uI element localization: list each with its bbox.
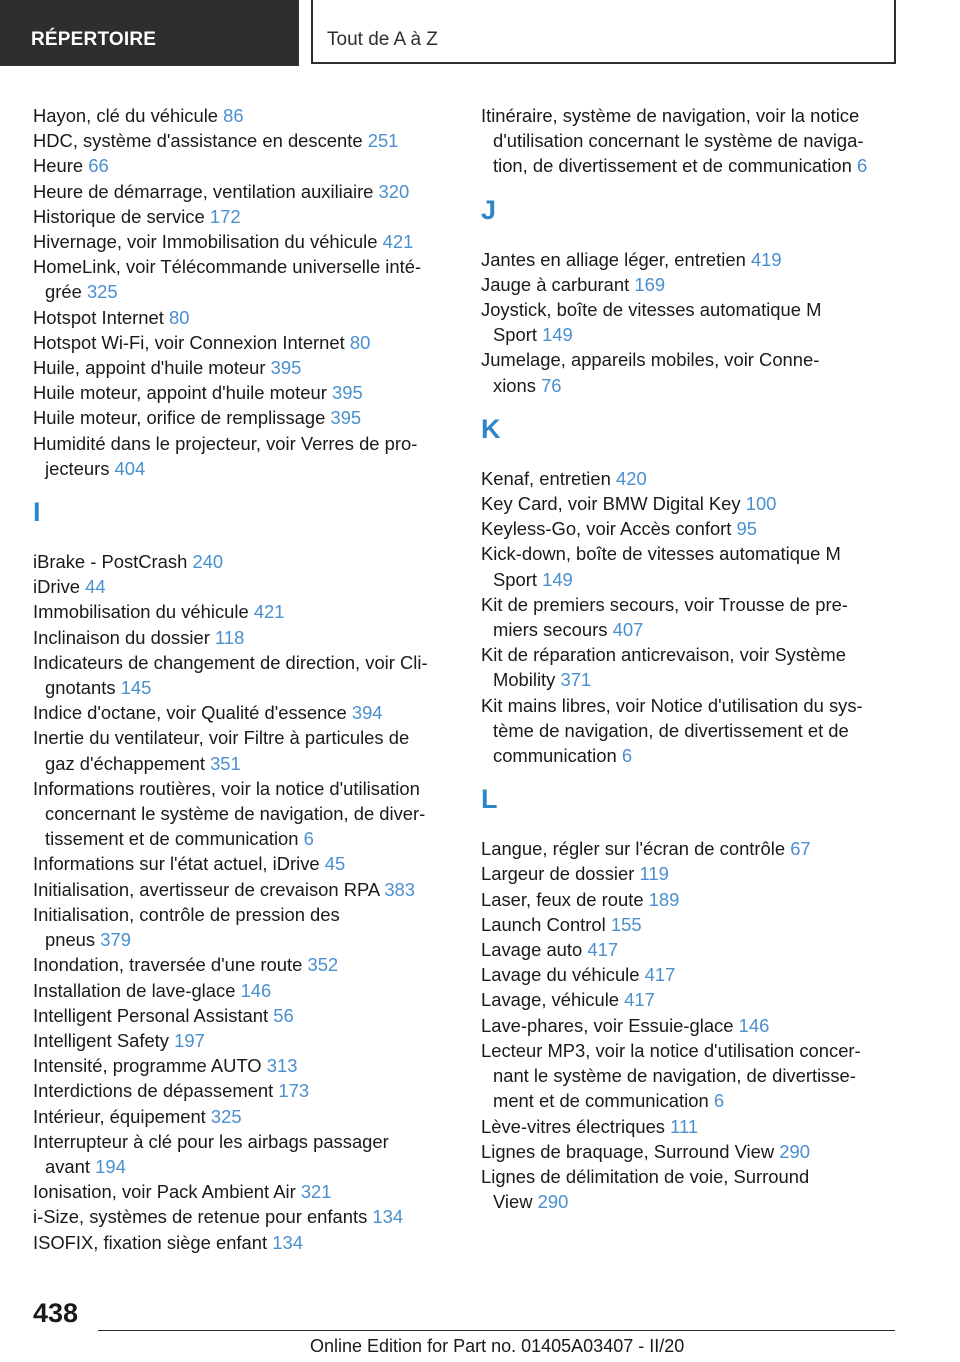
index-entry (481, 516, 901, 541)
page-link[interactable]: 100 (745, 493, 777, 515)
index-entry (33, 128, 453, 153)
entry-text: gnotants (45, 677, 116, 699)
entry-text: Kit mains libres, voir Notice d'utilisation du sys- (481, 694, 863, 716)
entry-text: View (493, 1191, 533, 1213)
section-letter: L (481, 784, 498, 815)
page-link[interactable]: 240 (192, 551, 224, 573)
page-link[interactable]: 325 (86, 281, 118, 303)
entry-text: Sport (493, 568, 537, 590)
entry-text: tissement et de communication (45, 828, 299, 850)
page-number: 438 (33, 1298, 79, 1328)
entry-text: avant (45, 1155, 90, 1177)
page-header (0, 0, 960, 66)
entry-text: Intelligent Personal Assistant (33, 1004, 269, 1026)
entry-text: Keyless-Go, voir Accès confort (481, 518, 732, 540)
index-entry (33, 1179, 453, 1204)
page-link[interactable]: 394 (351, 702, 383, 724)
index-entry (33, 1204, 453, 1229)
entry-text: Lève-vitres électriques (481, 1115, 665, 1137)
index-entry (481, 1038, 901, 1114)
entry-text: Hivernage, voir Immobilisation du véhicule (33, 231, 378, 253)
page-link[interactable]: 417 (644, 964, 676, 986)
footer-divider (98, 1330, 895, 1331)
entry-text: Hotspot Wi-Fi, voir Connexion Internet (33, 331, 345, 353)
page-link[interactable]: 134 (372, 1206, 404, 1228)
page-link[interactable]: 169 (634, 273, 666, 295)
entry-text: iDrive (33, 576, 81, 598)
index-entry (33, 153, 453, 178)
page-link[interactable]: 407 (612, 619, 644, 641)
entry-text: Indice d'octane, voir Qualité d'essence (33, 702, 347, 724)
index-entry (481, 693, 901, 769)
entry-text: xions (493, 374, 536, 396)
entry-text: Lignes de délimitation de voie, Surround (481, 1165, 810, 1187)
entry-text: miers secours (493, 619, 608, 641)
entry-text: HDC, système d'assistance en descente (33, 130, 363, 152)
index-entry (33, 179, 453, 204)
page-link[interactable]: 320 (378, 180, 410, 202)
entry-text: Immobilisation du véhicule (33, 601, 249, 623)
entry-text: Jauge à carburant (481, 273, 630, 295)
entry-text: Laser, feux de route (481, 888, 644, 910)
entry-text: Lignes de braquage, Surround View (481, 1140, 775, 1162)
entry-text: Kick-down, boîte de vitesses automatique M (481, 543, 841, 565)
page-link[interactable]: 351 (210, 752, 241, 774)
entry-text: Launch Control (481, 913, 606, 935)
entry-text: Inondation, traversée d'une route (33, 954, 303, 976)
page-link[interactable]: 146 (240, 979, 272, 1001)
index-entry (481, 887, 901, 912)
page-link[interactable]: 155 (610, 913, 642, 935)
entry-text: d'utilisation concernant le système de naviga- (493, 130, 864, 152)
page-link[interactable]: 189 (648, 888, 680, 910)
subsection-tab[interactable]: Tout de A à Z (311, 0, 896, 64)
page-link[interactable]: 395 (330, 407, 362, 429)
index-entry (33, 103, 453, 128)
entry-text: Ionisation, voir Pack Ambient Air (33, 1181, 296, 1203)
index-entry (481, 466, 901, 491)
index-entry (33, 625, 453, 650)
index-entry (33, 549, 453, 574)
index-entry (33, 952, 453, 977)
entry-text: Huile moteur, appoint d'huile moteur (33, 382, 327, 404)
entry-text: Intensité, programme AUTO (33, 1055, 262, 1077)
entry-text: Mobility (493, 669, 556, 691)
page-link[interactable]: 325 (210, 1105, 242, 1127)
page-link[interactable]: 145 (120, 677, 152, 699)
entry-text: pneus (45, 929, 96, 951)
entry-text: jecteurs (45, 457, 110, 479)
index-entry (33, 776, 453, 852)
entry-text: Inclinaison du dossier (33, 626, 210, 648)
index-entry (33, 650, 453, 700)
page-link[interactable]: 80 (349, 331, 371, 353)
entry-text: Huile moteur, orifice de remplissage (33, 407, 326, 429)
index-entry (481, 247, 901, 272)
index-entry (481, 103, 901, 179)
index-entry (481, 836, 901, 861)
page-link[interactable]: 67 (790, 838, 811, 860)
page-link[interactable]: 290 (779, 1140, 810, 1162)
index-entry (33, 355, 453, 380)
entry-text: Heure de démarrage, ventilation auxiliaire (33, 180, 374, 202)
entry-text: concernant le système de navigation, de diver- (45, 803, 426, 825)
entry-text: Historique de service (33, 205, 205, 227)
entry-text: communication (493, 745, 617, 767)
index-entry (33, 305, 453, 330)
entry-text: i-Size, systèmes de retenue pour enfants (33, 1206, 368, 1228)
entry-text: Inertie du ventilateur, voir Filtre à particules de (33, 727, 410, 749)
index-entry (33, 1230, 453, 1255)
entry-text: Interrupteur à clé pour les airbags passager (33, 1130, 389, 1152)
page-link[interactable]: 197 (174, 1029, 205, 1051)
index-entry (33, 330, 453, 355)
entry-text: Lave-phares, voir Essuie-glace (481, 1014, 734, 1036)
page-link[interactable]: 379 (100, 929, 131, 951)
page-link[interactable]: 66 (88, 155, 109, 177)
entry-text: Jumelage, appareils mobiles, voir Conne- (481, 349, 820, 371)
entry-text: iBrake - PostCrash (33, 551, 188, 573)
index-entry (481, 642, 901, 692)
edition-note: Online Edition for Part no. 01405A03407 - II/20 (310, 1336, 685, 1356)
entry-text: Intérieur, équipement (33, 1105, 206, 1127)
index-entry (33, 204, 453, 229)
section-letter: J (481, 194, 497, 225)
index-entry (481, 347, 901, 397)
index-entry (481, 937, 901, 962)
index-entry (481, 297, 901, 347)
entry-text: Informations sur l'état actuel, iDrive (33, 853, 320, 875)
index-entry (481, 541, 901, 591)
entry-text: tion, de divertissement et de communication (493, 155, 852, 177)
index-entry (33, 1003, 453, 1028)
entry-text: Lecteur MP3, voir la notice d'utilisation concer- (481, 1039, 861, 1061)
page-link[interactable]: 173 (278, 1080, 310, 1102)
entry-text: Hayon, clé du véhicule (33, 105, 219, 126)
entry-text: Kit de réparation anticrevaison, voir Système (481, 644, 846, 666)
page-link[interactable]: 172 (209, 205, 241, 227)
page-link[interactable]: 118 (214, 626, 245, 648)
page-link[interactable]: 44 (85, 576, 106, 598)
entry-text: Hotspot Internet (33, 306, 164, 328)
index-entry (33, 1129, 453, 1179)
page-link[interactable]: 417 (587, 939, 619, 961)
entry-text: Joystick, boîte de vitesses automatique M (481, 299, 822, 321)
page-link[interactable]: 194 (95, 1155, 126, 1177)
index-entry (33, 574, 453, 599)
entry-text: ISOFIX, fixation siège enfant (33, 1231, 268, 1253)
entry-text: Interdictions de dépassement (33, 1080, 274, 1102)
entry-text: Indicateurs de changement de direction, voir Cli- (33, 651, 428, 673)
entry-text: Largeur de dossier (481, 863, 635, 885)
page-link[interactable]: 45 (324, 853, 346, 875)
index-entry (33, 851, 453, 876)
page-link[interactable]: 76 (541, 374, 562, 396)
index-entry (33, 405, 453, 430)
page-link[interactable]: 80 (168, 306, 190, 328)
entry-text: Lavage du véhicule (481, 964, 640, 986)
index-entry (481, 1114, 901, 1139)
index-entry (481, 1013, 901, 1038)
page-link[interactable]: 395 (270, 357, 302, 379)
index-entry (33, 599, 453, 624)
section-letter: K (481, 413, 501, 444)
index-entry (33, 877, 453, 902)
entry-text: ment et de communication (493, 1090, 709, 1112)
page-link[interactable]: 421 (382, 231, 414, 253)
section-letter: I (33, 497, 41, 528)
index-entry (33, 1053, 453, 1078)
page-link[interactable]: 395 (331, 382, 363, 404)
page-link[interactable]: 56 (273, 1004, 294, 1026)
entry-text: Kit de premiers secours, voir Trousse de pre- (481, 593, 848, 615)
page-link[interactable]: 119 (639, 863, 669, 885)
index-entry (481, 987, 901, 1012)
entry-text: Itinéraire, système de navigation, voir la notice (481, 105, 860, 126)
entry-text: HomeLink, voir Télécommande universelle inté- (33, 256, 422, 278)
page-link[interactable]: 134 (272, 1231, 303, 1253)
index-entry (33, 978, 453, 1003)
entry-text: Jantes en alliage léger, entretien (481, 248, 746, 270)
index-entry (33, 380, 453, 405)
entry-text: Intelligent Safety (33, 1029, 169, 1051)
entry-text: Key Card, voir BMW Digital Key (481, 493, 741, 515)
index-entry (481, 272, 901, 297)
index-entry (481, 1164, 901, 1214)
index-entry (481, 962, 901, 987)
section-tab[interactable]: RÉPERTOIRE (0, 0, 299, 66)
page-link[interactable]: 421 (253, 601, 285, 623)
index-entry (33, 1078, 453, 1103)
entry-text: Sport (493, 324, 537, 346)
entry-text: nant le système de navigation, de divertisse- (493, 1065, 856, 1087)
page-link[interactable]: 149 (542, 568, 573, 590)
entry-text: gaz d'échappement (45, 752, 205, 774)
entry-text: Informations routières, voir la notice d'utilisation (33, 777, 420, 799)
index-entry (481, 491, 901, 516)
page-link[interactable]: 146 (738, 1014, 770, 1036)
page-link[interactable]: 86 (223, 105, 244, 126)
page-link[interactable]: 321 (300, 1181, 332, 1203)
index-entry (33, 700, 453, 725)
entry-text: Huile, appoint d'huile moteur (33, 357, 266, 379)
entry-text: Kenaf, entretien (481, 467, 611, 489)
page-link[interactable]: 417 (624, 989, 655, 1011)
entry-text: Lavage, véhicule (481, 989, 620, 1011)
page-link[interactable]: 95 (736, 518, 758, 540)
page-link[interactable]: 149 (542, 324, 573, 346)
page-link[interactable]: 290 (537, 1191, 569, 1213)
page-link[interactable]: 419 (750, 248, 782, 270)
index-entry (481, 912, 901, 937)
entry-text: tème de navigation, de divertissement et de (493, 719, 849, 741)
page-link[interactable]: 352 (307, 954, 339, 976)
page-link[interactable]: 251 (367, 130, 399, 152)
index-entry (33, 902, 453, 952)
entry-text: grée (45, 281, 82, 303)
page-link[interactable]: 404 (114, 457, 146, 479)
index-entry (33, 725, 453, 775)
entry-text: Initialisation, contrôle de pression des (33, 903, 340, 925)
page-link[interactable]: 111 (670, 1115, 699, 1137)
index-entry (481, 592, 901, 642)
index-column-left (33, 103, 453, 1255)
entry-text: Langue, régler sur l'écran de contrôle (481, 838, 786, 860)
index-entry (33, 1104, 453, 1129)
page-link[interactable]: 383 (384, 878, 415, 900)
index-entry (33, 431, 453, 481)
page-link[interactable]: 6 (621, 745, 633, 767)
index-column-right (481, 103, 901, 1214)
index-entry (33, 229, 453, 254)
entry-text: Humidité dans le projecteur, voir Verres de pro- (33, 432, 418, 454)
page-link[interactable]: 371 (560, 669, 592, 691)
index-entry (481, 861, 901, 886)
entry-text: Initialisation, avertisseur de crevaison RPA (33, 878, 380, 900)
page-link[interactable]: 313 (266, 1055, 298, 1077)
entry-text: Heure (33, 155, 84, 177)
entry-text: Installation de lave-glace (33, 979, 236, 1001)
index-entry (33, 254, 453, 304)
page-link[interactable]: 6 (856, 155, 868, 177)
entry-text: Lavage auto (481, 939, 583, 961)
page-link[interactable]: 6 (713, 1090, 725, 1112)
page-link[interactable]: 420 (615, 467, 647, 489)
index-entry (481, 1139, 901, 1164)
page-link[interactable]: 6 (303, 828, 314, 850)
index-entry (33, 1028, 453, 1053)
